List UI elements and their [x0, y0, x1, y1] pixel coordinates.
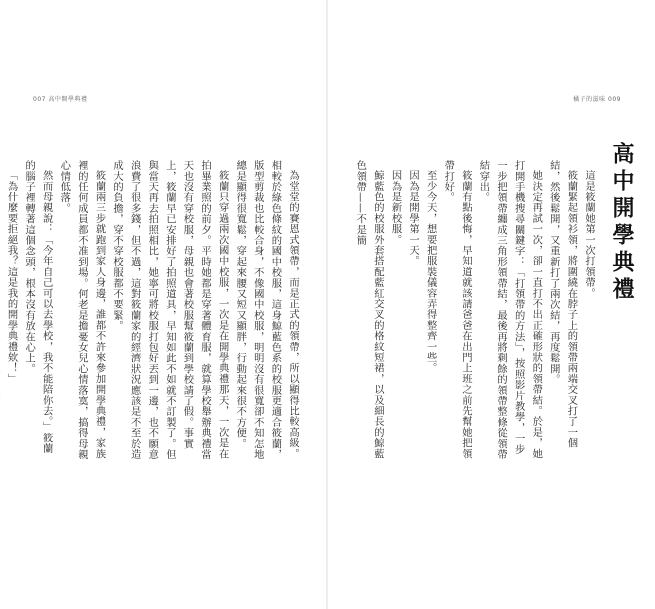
- left-page-body: [5, 160, 301, 460]
- body-paragraph: 鯨藍色的校服外套搭配藍紅交叉的格紋短裙，以及細長的鯨藍色領帶——不是簡: [354, 160, 384, 460]
- body-paragraph: 筱蘭有點後悔，早知道就該請爸爸在出門上班之前先幫她把領帶打好。: [442, 160, 472, 460]
- body-paragraph: 至少今天，想要把服裝儀容弄得整齊一些。: [424, 170, 437, 374]
- body-paragraph: 因為是新校服。: [389, 170, 402, 246]
- chapter-title: 高中開學典禮: [609, 142, 634, 304]
- body-paragraph: 筱蘭只穿過兩次國中校服，一次是在開學典禮那天，一次是在拍畢業照的前夕。平時她都是穿著體育服，就算學校舉辦典禮當天也沒有穿校服，母親也會著校服幫筱蘭到學校請了假。事實上，筱蘭早已安排好了拍照道具，早知如此不如就不訂製了。但與當天再去拍照相比，她寧可將校服打包好丟到一邊，也不願意浪費了很多錢，但不過，這對筱蘭家的經濟狀況應該是不至於造成大的負擔，穿不穿校服都不要緊。: [111, 160, 229, 460]
- right-page: [328, 0, 655, 609]
- body-paragraph: 然而母親說：「今年自己可以去學校，我不能陪你去。」筱蘭的腦子裡轉著這個念頭，根本沒有放在心上。: [23, 160, 53, 455]
- body-paragraph: 因為是開學第一天。: [407, 170, 420, 267]
- right-page-body: [354, 160, 597, 460]
- body-paragraph: [0, 160, 2, 460]
- body-paragraph: 筱蘭緊起領衫領，將圍繞在脖子上的領帶兩端交叉打了一個結，然後鬆開，又重新打了兩次結，再度鬆開。: [547, 160, 578, 449]
- left-page: [0, 0, 327, 609]
- body-paragraph: 她決定再試一次，卻一直打不出正確形狀的領帶結。於是，她打開手機搜尋關鍵字：「打領帶的方法」，按照影片教學，一步一步把領帶纏成三角形領帶結，最後再將剩餘的領帶整條從領帶結穿出。: [477, 160, 543, 460]
- running-header-left: 007 高中開學典禮: [33, 96, 88, 103]
- body-paragraph: 筱蘭兩三步就跑到家人身邊，誰都不許來參加開學典禮，家族裡的任何成員都不准到場。何老是擔憂女兒心情落寞，搞得母親心情低落。: [58, 160, 106, 460]
- body-paragraph: 「為什麼要拒絕我？這是我的開學典禮欸！」: [5, 170, 18, 385]
- body-paragraph: 這是筱蘭她第一次打領帶。: [583, 170, 595, 299]
- body-paragraph: 為堂堂的賽恩式領帶，而是正式的領帶，所以顯得比較高級。相較於綠色條紋的國中校服，這身鯨藍色系的校服更適合筱蘭，版型剪裁也比較合身，不像國中校服，明明沒有很寬卻不知怎地總是顯得很寬鬆，穿起來腰又短又顯胖，行動起來很不方便。: [234, 160, 299, 460]
- running-header-right: 橘子的滋味 009: [573, 96, 621, 103]
